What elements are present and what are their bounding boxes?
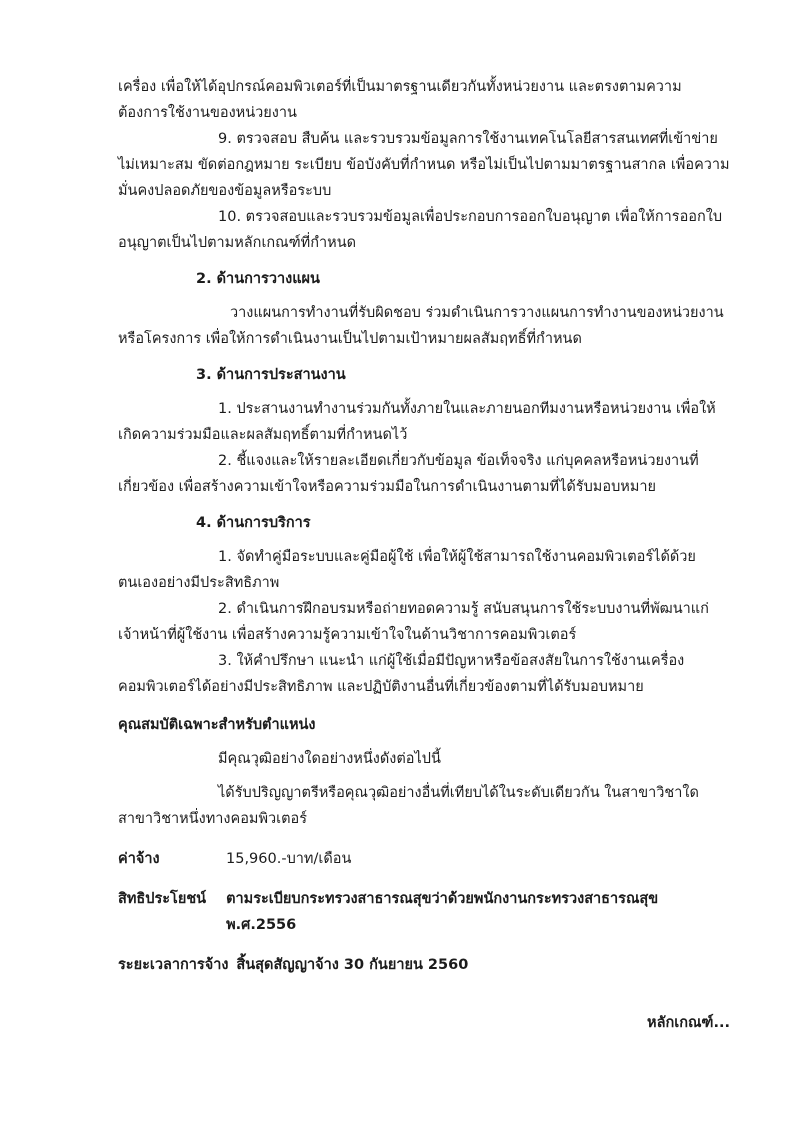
period-value: สิ้นสุดสัญญาจ้าง 30 กันยายน 2560 [236,957,469,973]
service-item-2: 2. ดำเนินการฝึกอบรมหรือถ่ายทอดความรู้ สนับสนุนการใช้ระบบงานที่พัฒนาแก่เจ้าหน้าที่ผู้ใช้งาน เพื่อสร้างความรู้ความเข้าใจในด้านวิชาการคอมพิวเตอร์ [118,601,709,643]
intro-item-9: 9. ตรวจสอบ สืบค้น และรวบรวมข้อมูลการใช้งานเทคโนโลยีสารสนเทศที่เข้าข่ายไม่เหมาะสม ขัดต่อกฎหมาย ระเบียบ ข้อบังคับที่กำหนด หรือไม่เป็นไปตามมาตรฐานสากล เพื่อความมั่นคงปลอดภัยของข้อมูลหรือระบบ [118,131,730,199]
wage-row [118,846,730,872]
period-row [118,952,730,978]
coordination-item-1: 1. ประสานงานทำงานร่วมกันทั้งภายในและภายนอกทีมงานหรือหน่วยงาน เพื่อให้เกิดความร่วมมือและผลสัมฤทธิ์ตามที่กำหนดไว้ [118,401,716,443]
wage-label: ค่าจ้าง [118,851,160,867]
wage-value: 15,960.-บาท/เดือน [226,851,352,867]
page-continuation: หลักเกณฑ์... [647,1015,730,1031]
section-heading-service: 4. ด้านการบริการ [196,515,311,531]
section-heading-planning: 2. ด้านการวางแผน [196,271,320,287]
planning-item: วางแผนการทำงานที่รับผิดชอบ ร่วมดำเนินการวางแผนการทำงานของหน่วยงานหรือโครงการ เพื่อให้การดำเนินงานเป็นไปตามเป้าหมายผลสัมฤทธิ์ที่กำหนด [118,305,724,347]
coordination-item-2: 2. ชี้แจงและให้รายละเอียดเกี่ยวกับข้อมูล ข้อเท็จจริง แก่บุคคลหรือหน่วยงานที่เกี่ยวข้อง เพื่อสร้างความเข้าใจหรือความร่วมมือในการดำเนินงานตามที่ได้รับมอบหมาย [118,453,699,495]
intro-item-10: 10. ตรวจสอบและรวบรวมข้อมูลเพื่อประกอบการออกใบอนุญาต เพื่อให้การออกใบอนุญาตเป็นไปตามหลักเกณฑ์ที่กำหนด [118,209,723,251]
qualification-line-2: ได้รับปริญญาตรีหรือคุณวุฒิอย่างอื่นที่เทียบได้ในระดับเดียวกัน ในสาขาวิชาใด สาขาวิชาหนึ่งทางคอมพิวเตอร์ [118,785,699,827]
period-label: ระยะเวลาการจ้าง [118,957,229,973]
service-item-1: 1. จัดทำคู่มือระบบและคู่มือผู้ใช้ เพื่อให้ผู้ใช้สามารถใช้งานคอมพิวเตอร์ได้ด้วยตนเองอย่างมีประสิทธิภาพ [118,549,696,591]
section-heading-coordination: 3. ด้านการประสานงาน [196,367,346,383]
benefit-row [118,886,730,938]
benefit-label: สิทธิประโยชน์ [118,891,207,907]
qualification-line-1: มีคุณวุฒิอย่างใดอย่างหนึ่งดังต่อไปนี้ [218,751,441,767]
intro-paragraph: เครื่อง เพื่อให้ได้อุปกรณ์คอมพิวเตอร์ที่เป็นมาตรฐานเดียวกันทั้งหน่วยงาน และตรงตามความต้องการใช้งานของหน่วยงาน [118,79,682,121]
qualification-heading: คุณสมบัติเฉพาะสำหรับตำแหน่ง [118,717,316,733]
service-item-3: 3. ให้คำปรึกษา แนะนำ แก่ผู้ใช้เมื่อมีปัญหาหรือข้อสงสัยในการใช้งานเครื่องคอมพิวเตอร์ได้อย่างมีประสิทธิภาพ และปฏิบัติงานอื่นที่เกี่ยวข้องตามที่ได้รับมอบหมาย [118,653,685,695]
benefit-value: ตามระเบียบกระทรวงสาธารณสุขว่าด้วยพนักงานกระทรวงสาธารณสุข พ.ศ.2556 [226,891,659,933]
